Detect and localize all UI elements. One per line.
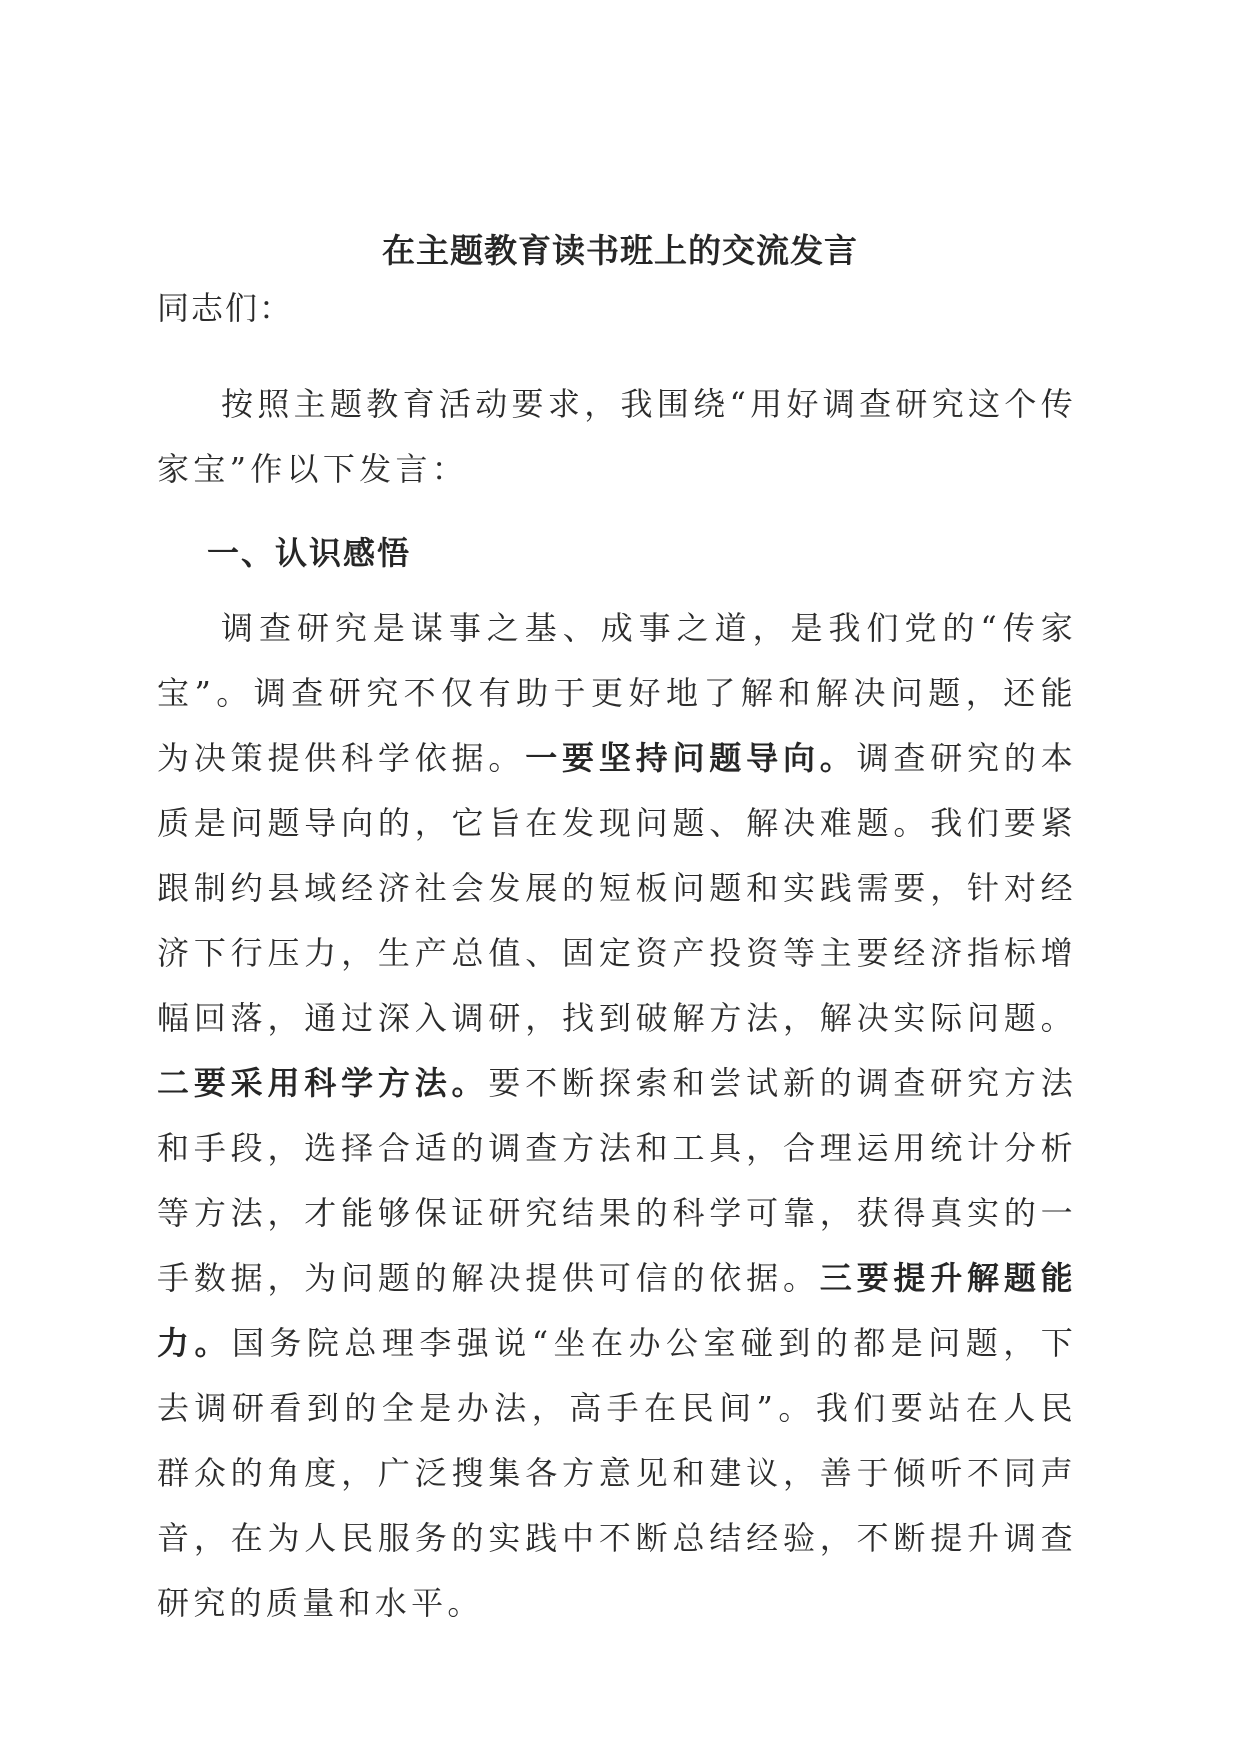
salutation: 同志们： <box>157 289 294 327</box>
point-heading-3: 三要提升解题能力。 <box>157 1259 1077 1362</box>
section-paragraph <box>157 596 1077 1636</box>
document-title: 在主题教育读书班上的交流发言 <box>382 231 858 270</box>
paragraph-text: 国务院总理李强说“坐在办公室碰到的都是问题，下去调研看到的全是办法，高手在民间”。我们要站在人民群众的角度，广泛搜集各方意见和建议，善于倾听不同声音，在为人民服务的实践中不断总结经验，不断提升调查研究的质量和水平。 <box>157 1324 1077 1622</box>
intro-paragraph: 按照主题教育活动要求，我围绕“用好调查研究这个传家宝”作以下发言： <box>157 385 1077 488</box>
section-heading: 一、认识感悟 <box>207 534 412 572</box>
point-heading-2: 二要采用科学方法。 <box>157 1064 489 1102</box>
point-heading-1: 一要坚持问题导向。 <box>525 739 857 777</box>
paragraph-text: 调查研究是谋事之基、成事之道，是我们党的“传家宝”。调查研究不仅有助于更好地了解和解决问题，还能为决策提供科学依据。 <box>157 609 1077 777</box>
paragraph-text: 要不断探索和尝试新的调查研究方法和手段，选择合适的调查方法和工具，合理运用统计分析等方法，才能够保证研究结果的科学可靠，获得真实的一手数据，为问题的解决提供可信的依据。 <box>157 1064 1077 1297</box>
paragraph-text: 调查研究的本质是问题导向的，它旨在发现问题、解决难题。我们要紧跟制约县域经济社会发展的短板问题和实践需要，针对经济下行压力，生产总值、固定资产投资等主要经济指标增幅回落，通过深入调研，找到破解方法，解决实际问题。 <box>157 739 1077 1037</box>
